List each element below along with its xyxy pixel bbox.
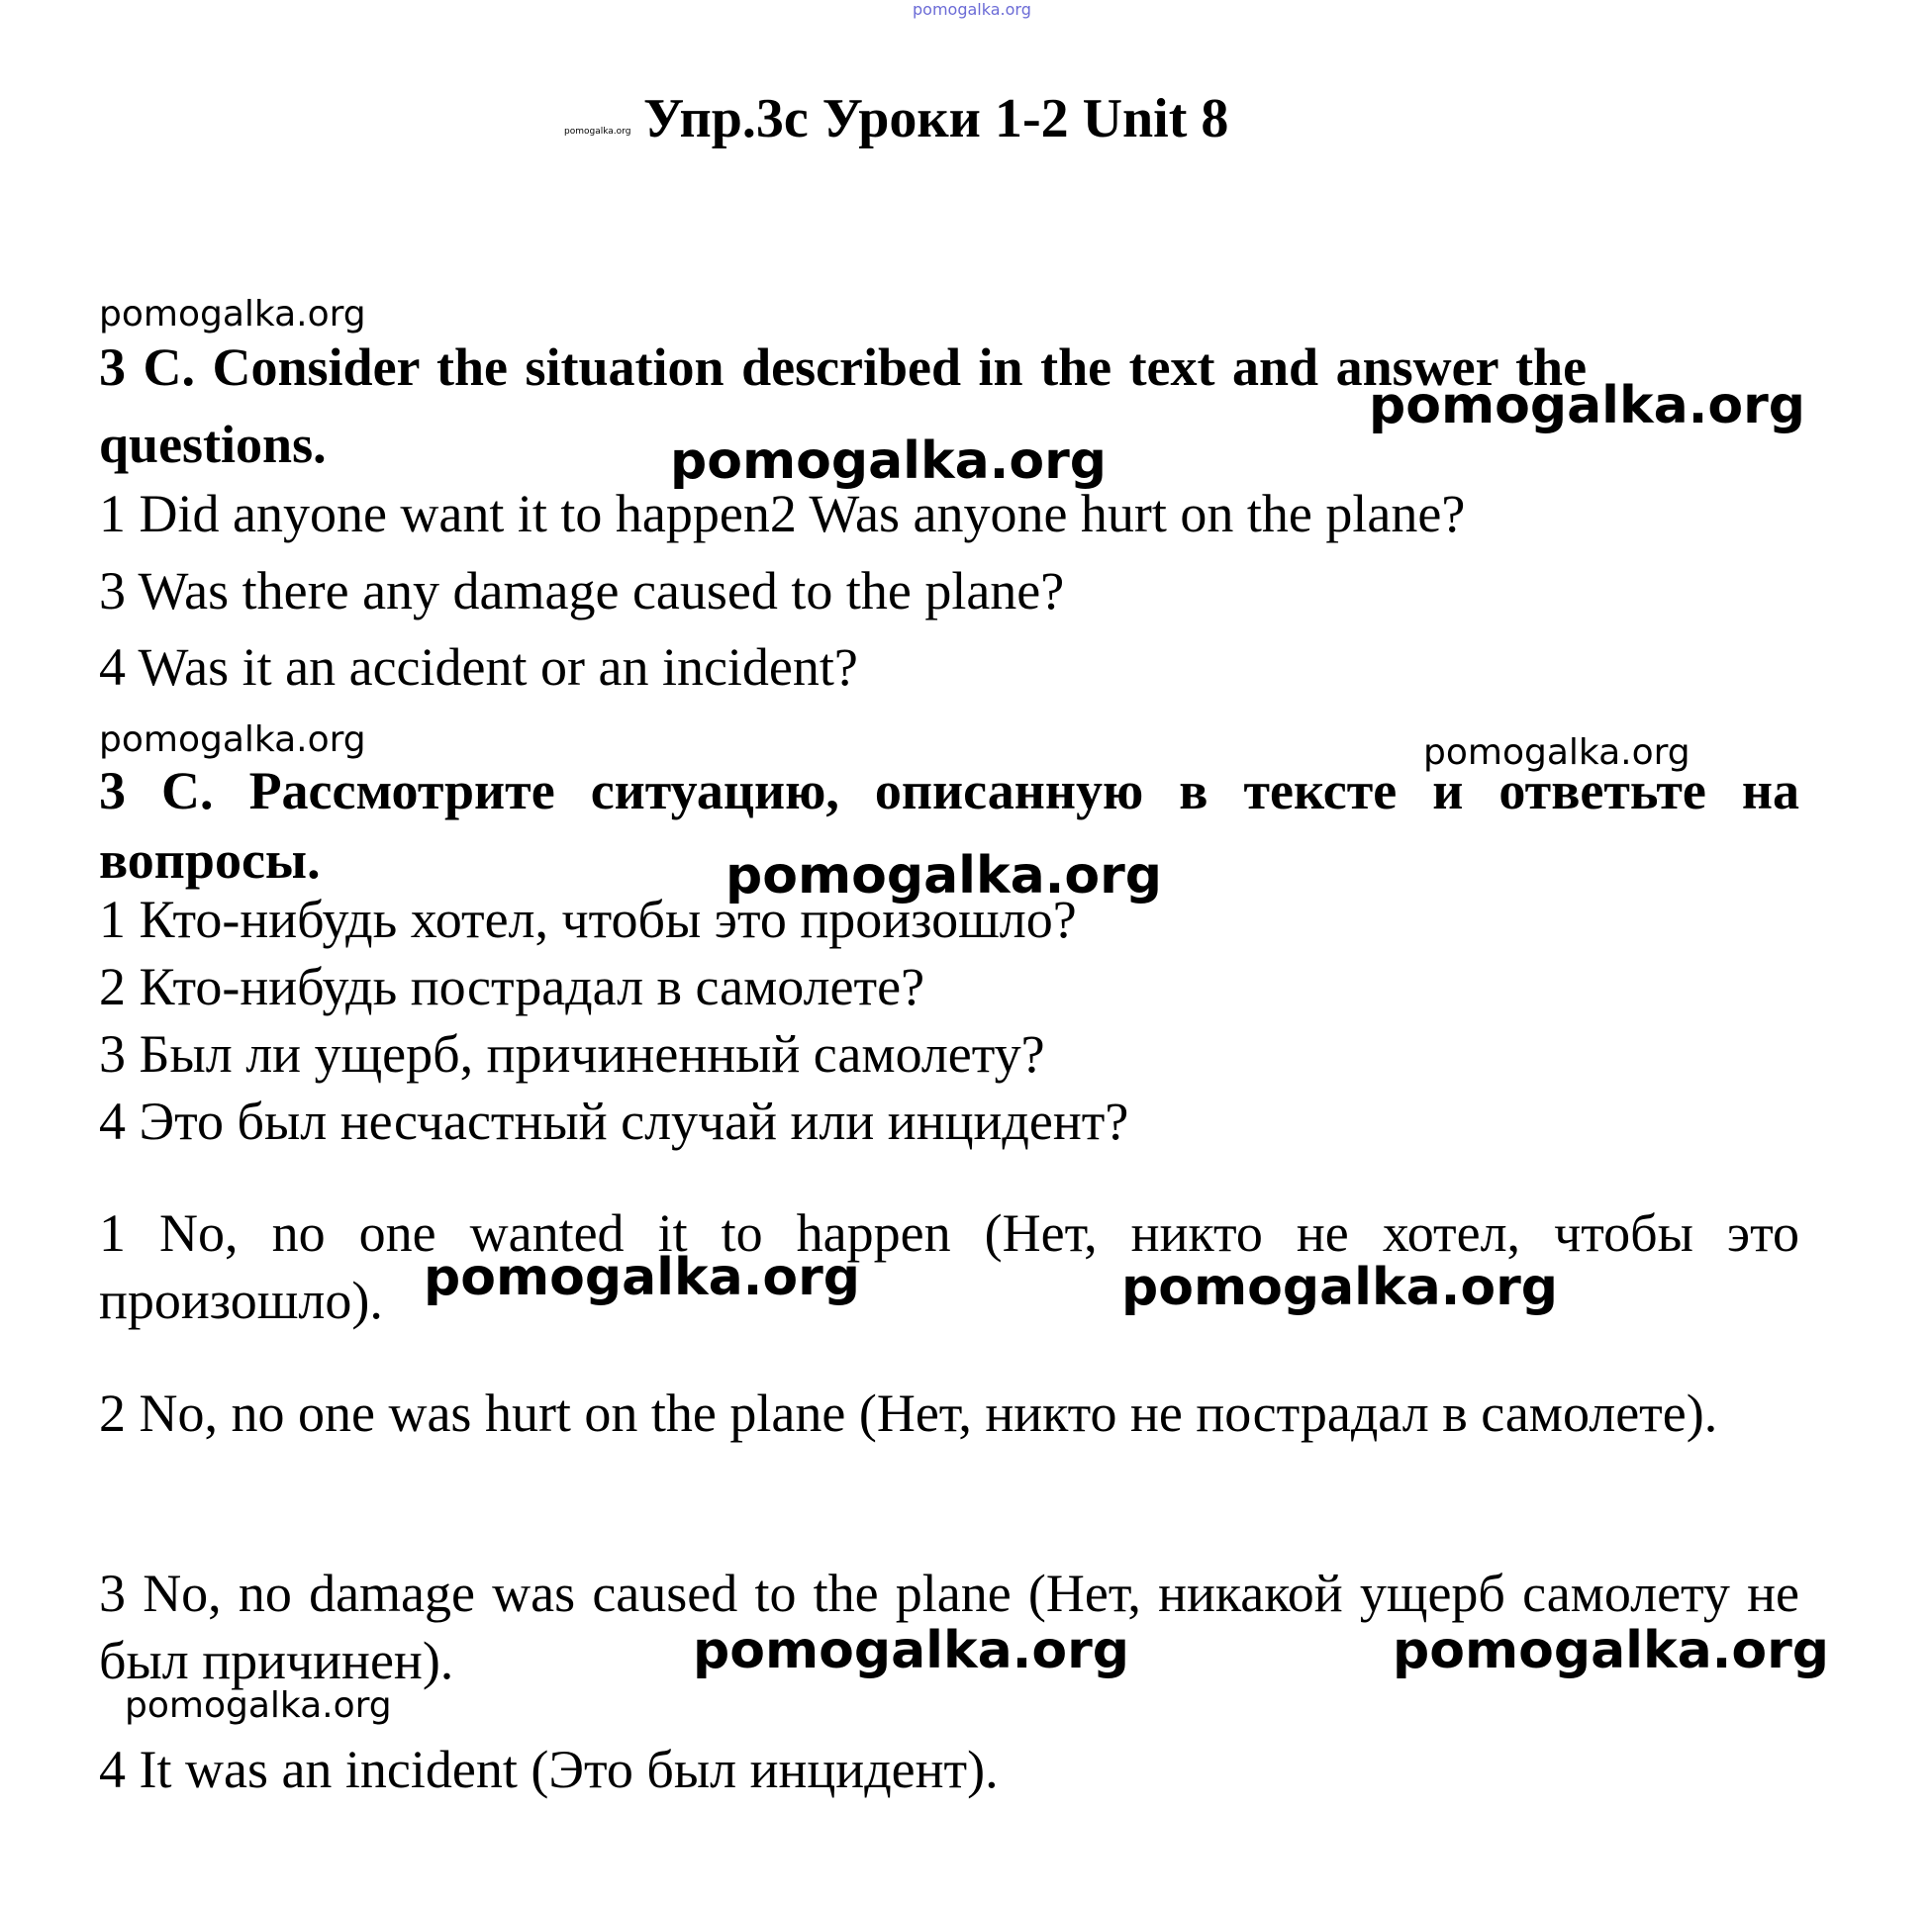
title-watermark: pomogalka.org: [564, 127, 631, 137]
russian-question-3: 3 Был ли ущерб, причиненный самолету?: [99, 1024, 1045, 1084]
english-question-1: 1 Did anyone want it to happen2 Was anyone hurt on the plane?: [99, 484, 1466, 543]
answer-2: 2 No, no one was hurt on the plane (Нет, никто не пострадал в самолете).: [99, 1383, 1718, 1443]
watermark-5: pomogalka.org: [1423, 732, 1690, 773]
answer-3: 3 No, no damage was caused to the plane (Нет, никакой ущерб самолету не был причинен).: [99, 1564, 1799, 1690]
answer-1: 1 No, no one wanted it to happen (Нет, никто не хотел, чтобы это произошло).: [99, 1203, 1799, 1330]
answer-4: 4 It was an incident (Это был инцидент).: [99, 1740, 999, 1799]
russian-task-heading: 3 С. Рассмотрите ситуацию, описанную в тексте и ответьте на вопросы.: [99, 761, 1799, 890]
russian-question-4: 4 Это был несчастный случай или инцидент?: [99, 1092, 1129, 1151]
watermark-7: pomogalka.org: [424, 1248, 861, 1307]
watermark-10: pomogalka.org: [1393, 1621, 1830, 1680]
watermark-9: pomogalka.org: [693, 1621, 1130, 1680]
page-title: Упр.3с Уроки 1-2 Unit 8: [643, 88, 1229, 149]
watermark-4: pomogalka.org: [99, 719, 366, 760]
watermark-6: pomogalka.org: [725, 846, 1163, 906]
watermark-3: pomogalka.org: [670, 431, 1108, 491]
english-task-heading: 3 C. Consider the situation described in the text and answer the questions.: [99, 337, 1588, 474]
watermark-8: pomogalka.org: [1121, 1258, 1559, 1317]
english-question-3: 3 Was there any damage caused to the plane?: [99, 561, 1065, 620]
watermark-11: pomogalka.org: [125, 1685, 392, 1726]
english-question-4: 4 Was it an accident or an incident?: [99, 637, 858, 697]
watermark-1: pomogalka.org: [99, 294, 366, 334]
watermark-2: pomogalka.org: [1369, 376, 1806, 435]
russian-question-1: 1 Кто-нибудь хотел, чтобы это произошло?: [99, 890, 1077, 949]
top-watermark: pomogalka.org: [913, 0, 1031, 19]
russian-question-2: 2 Кто-нибудь пострадал в самолете?: [99, 957, 925, 1016]
